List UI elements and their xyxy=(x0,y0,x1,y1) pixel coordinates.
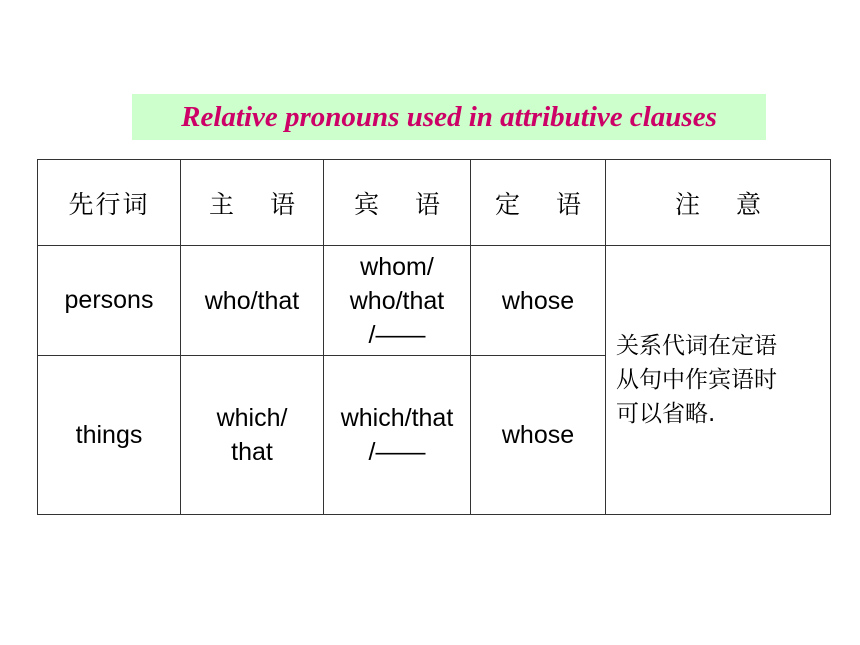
cell-line: which/ xyxy=(216,404,288,432)
table-row-persons xyxy=(38,246,831,356)
page-title: Relative pronouns used in attributive clauses xyxy=(181,100,717,133)
row-label-persons: persons xyxy=(38,246,181,356)
cell-line: which/that xyxy=(340,404,454,432)
header-object: 宾 语 xyxy=(324,160,471,246)
cell-things-attributive: whose xyxy=(471,356,606,515)
cell-things-subject xyxy=(181,356,324,515)
cell-line: who/that xyxy=(349,286,445,315)
cell-line: that xyxy=(231,438,273,466)
note-line: 从句中作宾语时 xyxy=(616,367,777,393)
table-header-row xyxy=(38,160,831,246)
cell-line: whom/ xyxy=(360,252,434,281)
header-subject: 主 语 xyxy=(181,160,324,246)
cell-line: /—— xyxy=(368,438,426,466)
header-note: 注 意 xyxy=(606,160,831,246)
note-cell xyxy=(606,246,831,515)
cell-persons-object xyxy=(324,246,471,356)
cell-line: /—— xyxy=(368,320,426,349)
cell-persons-subject xyxy=(181,246,324,356)
row-label-things: things xyxy=(38,356,181,515)
cell-things-object xyxy=(324,356,471,515)
cell-line: who/that xyxy=(204,286,300,315)
header-attributive: 定 语 xyxy=(471,160,606,246)
relative-pronoun-table xyxy=(37,159,831,515)
note-line: 可以省略. xyxy=(616,401,716,427)
cell-persons-attributive: whose xyxy=(471,246,606,356)
title-banner xyxy=(132,94,766,140)
header-antecedent: 先行词 xyxy=(38,160,181,246)
note-line: 关系代词在定语 xyxy=(616,333,777,359)
